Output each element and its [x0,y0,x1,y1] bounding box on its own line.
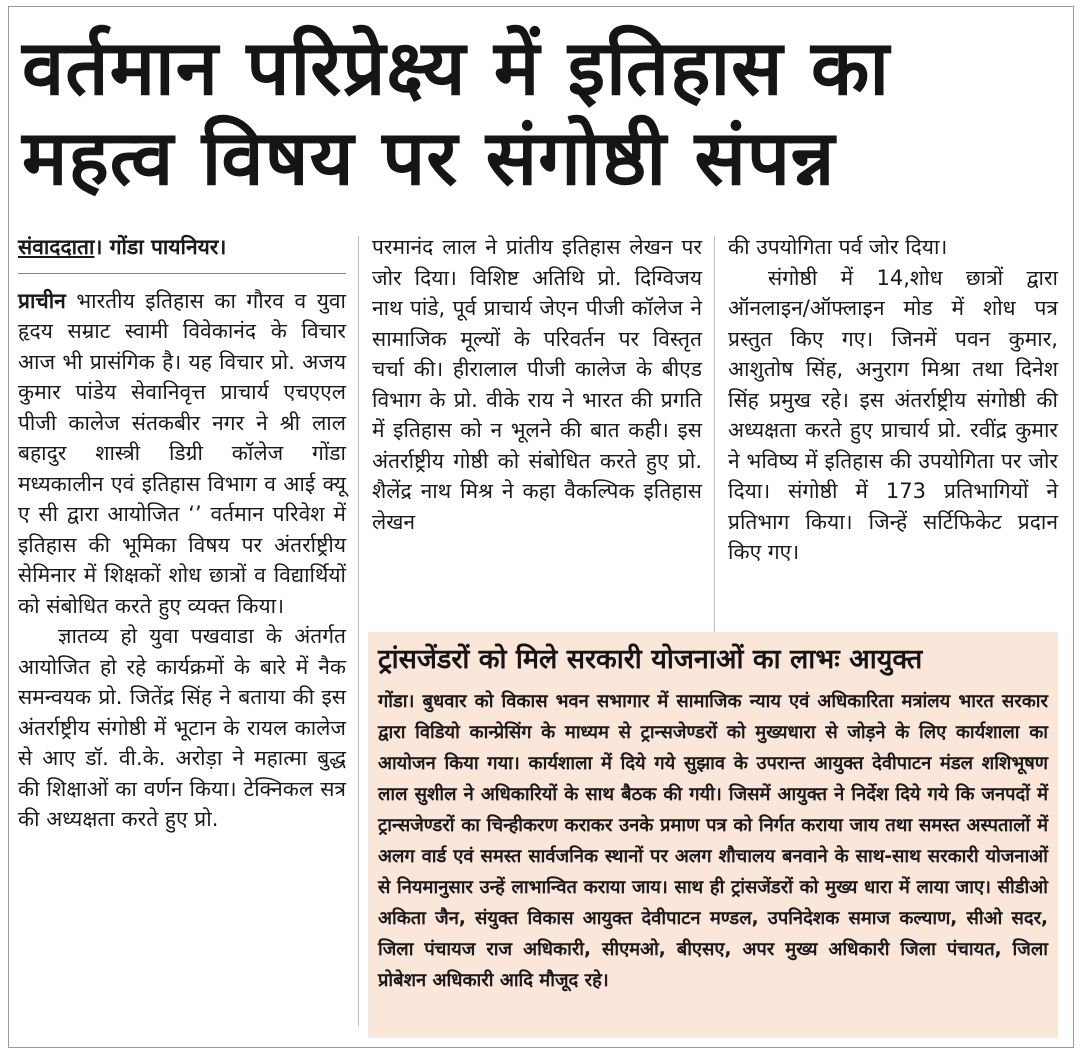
byline-separator [18,273,346,274]
article-column-1 [18,232,346,835]
headline-line-1: वर्तमान परिप्रेक्ष्य में इतिहास का [22,23,891,112]
paragraph-1 [18,286,346,622]
paragraph-1-text: भारतीय इतिहास का गौरव व युवा हृदय सम्राट स्वामी विवेकानंद के विचार आज भी प्रासंगिक है। यह विचार प्रो. अजय कुमार पांडेय सेवानिवृत्त प्राचार्य एचएएल पीजी कालेज संतकबीर नगर ने श्री लाल बहादुर शास्त्री डिग्री कॉलेज गोंडा मध्यकालीन एवं इतिहास विभाग व आई क्यू ए सी द्वारा आयोजित ‘’ वर्तमान परिवेश में इतिहास की भूमिका विषय पर अंतर्राष्ट्रीय सेमिनार में शिक्षकों शोध छात्रों व विद्यार्थियों को संबोधित करते हुए व्यक्त किया। [18,288,346,618]
article-column-2 [372,232,702,537]
side-article-box [368,632,1058,1038]
headline-line-2: महत्व विषय पर संगोष्ठी संपन्न [22,113,836,202]
byline-name: संवाददाता [18,235,95,259]
paragraph-2: ज्ञातव्य हो युवा पखवाडा के अंतर्गत आयोजित हो रहे कार्यक्रमों के बारे में नैक समन्वयक प्रो. जितेंद्र सिंह ने बताया की इस अंतर्राष्ट्रीय संगोष्ठी में भूटान के रायल कालेज से आए डॉ. वी.के. अरोड़ा ने महात्मा बुद्ध की शिक्षाओं का वर्णन किया। टेक्निकल सत्र की अध्यक्षता करते हुए प्रो. [18,624,346,831]
article-column-3 [728,232,1058,568]
side-article-dateline: गोंडा [378,691,408,712]
lead-word: प्राचीन [18,288,66,313]
paragraph-3: परमानंद लाल ने प्रांतीय इतिहास लेखन पर जोर दिया। विशिष्ट अतिथि प्रो. दिग्विजय नाथ पांडे, पूर्व प्राचार्य जेएन पीजी कॉलेज ने सामाजिक मूल्यों के परिवर्तन पर विस्तृत चर्चा की। हीरालाल पीजी कालेज के बीएड विभाग के प्रो. वीके राय ने भारत की प्रगति में इतिहास को न भूलने की बात कही। इस अंतर्राष्ट्रीय गोष्ठी को संबोधित करते हुए प्रो. शैलेंद्र नाथ मिश्र ने कहा वैकल्पिक इतिहास लेखन [372,235,702,534]
paragraph-4: की उपयोगिता पर्व जोर दिया। [728,235,948,259]
byline-rest: । गोंडा पायनियर। [94,235,227,259]
paragraph-5: संगोष्ठी में 14,शोध छात्रों द्वारा ऑनलाइन/ऑफ्लाइन मोड में शोध पत्र प्रस्तुत किए गए। जिनमें पवन कुमार, आशुतोष सिंह, अनुराग मिश्रा तथा दिनेश सिंह प्रमुख रहे। इस अंतर्राष्ट्रीय संगोष्ठी की अध्यक्षता करते हुए प्राचार्य प्रो. रवींद्र कुमार ने भविष्य में इतिहास की उपयोगिता पर जोर दिया। संगोष्ठी में 173 प्रतिभागियों ने प्रतिभाग किया। जिन्हें सर्टिफिकेट प्रदान किए गए। [728,265,1058,564]
side-article-body: । बुधवार को विकास भवन सभागार में सामाजिक न्याय एवं अधिकारिता मत्रांलय भारत सरकार द्वारा विडियो कान्प्रेसिंग के माध्यम से ट्रान्सजेण्डरों को मुख्यधारा से जोड़ने के लिए कार्यशाला का आयोजन किया गया। कार्यशाला में दिये गये सुझाव के उपरान्त आयुक्त देवीपाटन मंडल शशिभूषण लाल सुशील ने अधिकारियों के साथ बैठक की गयी। जिसमें आयुक्त ने निर्देश दिये गये कि जनपदों में ट्रान्सजेण्डरों का चिन्हीकरण कराकर उनके प्रमाण पत्र को निर्गत कराया जाय तथा समस्त अस्पतालों में अलग वार्ड एवं समस्त सार्वजनिक स्थानों पर अलग शौचालय बनवाने के साथ-साथ सरकारी योजनाओं से नियमानुसार उन्हें लाभान्वित कराया जाय। साथ ही ट्रांसजेंडरों को मुख्य धारा में लाया जाए। सीडीओ अकिता जैन, संयुक्त विकास आयुक्त देवीपाटन मण्डल, उपनिदेशक समाज कल्याण, सीओ सदर, जिला पंचायज राज अधिकारी, सीएमओ, बीएसए, अपर मुख्य अधिकारी जिला पंचायत, जिला प्रोबेशन अधिकारी आदि मौजूद रहे। [378,691,1048,991]
column-divider-1 [358,236,359,1026]
byline [18,232,346,263]
side-article-text [378,686,1048,996]
side-article-title: ट्रांसजेंडरों को मिले सरकारी योजनाओं का लाभः आयुक्त [378,644,923,675]
